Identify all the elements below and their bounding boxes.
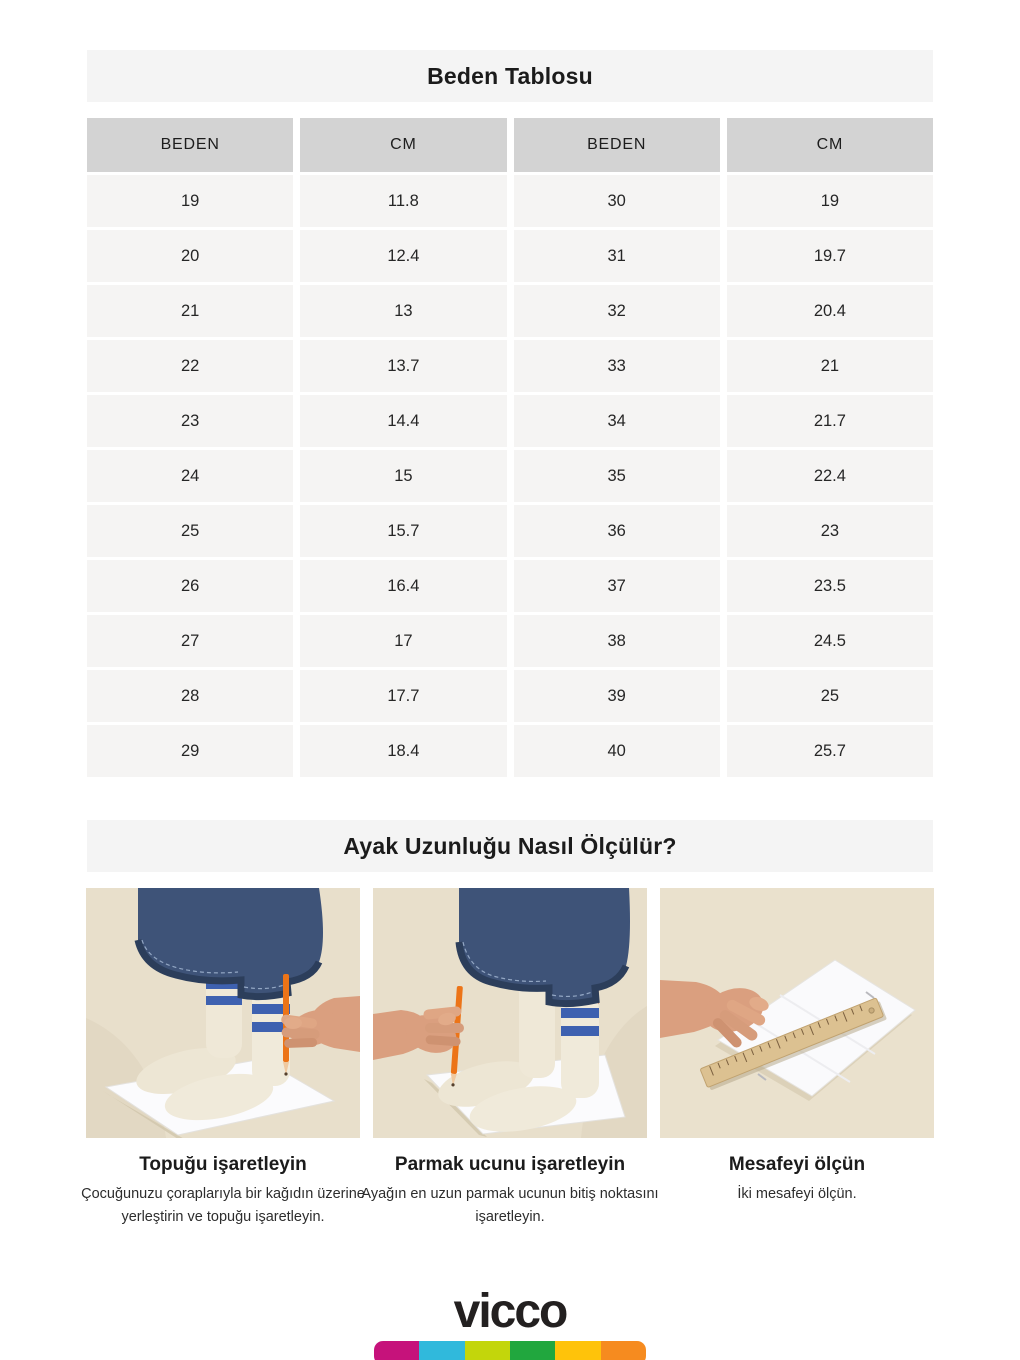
measure-distance-illustration [660, 888, 934, 1138]
size-table-cell: 38 [514, 615, 720, 667]
size-table-cell: 34 [514, 395, 720, 447]
size-table-cell: 30 [514, 175, 720, 227]
size-table-cell: 31 [514, 230, 720, 282]
size-table-cell: 13 [300, 285, 506, 337]
vicco-logo: vicco [453, 1285, 567, 1338]
size-table [87, 118, 933, 777]
size-table-cell: 27 [87, 615, 293, 667]
size-table-cell: 24.5 [727, 615, 933, 667]
size-table-cell: 32 [514, 285, 720, 337]
brand-color-bar [374, 1341, 646, 1360]
brand-color-segment [465, 1341, 510, 1360]
size-table-cell: 23 [727, 505, 933, 557]
size-table-cell: 26 [87, 560, 293, 612]
size-table-cell: 19.7 [727, 230, 933, 282]
size-table-header-cell: BEDEN [514, 118, 720, 172]
step-heading: Topuğu işaretleyin [139, 1154, 307, 1175]
howto-title-band [87, 820, 933, 872]
step-mark-heel [81, 888, 365, 1229]
step-mark-toe [361, 888, 659, 1229]
mark-heel-illustration [86, 888, 360, 1138]
size-table-cell: 29 [87, 725, 293, 777]
size-table-cell: 19 [727, 175, 933, 227]
size-table-cell: 21.7 [727, 395, 933, 447]
size-table-cell: 33 [514, 340, 720, 392]
measure-distance-photo [660, 888, 934, 1138]
brand-color-segment [374, 1341, 419, 1360]
brand-color-segment [555, 1341, 600, 1360]
size-table-cell: 39 [514, 670, 720, 722]
size-table-cell: 22 [87, 340, 293, 392]
size-table-cell: 17 [300, 615, 506, 667]
size-table-cell: 37 [514, 560, 720, 612]
size-table-cell: 11.8 [300, 175, 506, 227]
size-table-cell: 25 [87, 505, 293, 557]
step-heading: Parmak ucunu işaretleyin [394, 1154, 626, 1175]
size-table-cell: 20 [87, 230, 293, 282]
size-table-cell: 17.7 [300, 670, 506, 722]
size-table-cell: 22.4 [727, 450, 933, 502]
size-table-cell: 19 [87, 175, 293, 227]
size-table-cell: 15.7 [300, 505, 506, 557]
step-measure-distance [660, 888, 934, 1229]
brand-color-segment [601, 1341, 646, 1360]
size-table-cell: 25 [727, 670, 933, 722]
size-table-cell: 18.4 [300, 725, 506, 777]
size-table-header-cell: CM [727, 118, 933, 172]
size-table-cell: 23 [87, 395, 293, 447]
howto-title: Ayak Uzunluğu Nasıl Ölçülür? [343, 832, 677, 859]
size-table-cell: 25.7 [727, 725, 933, 777]
size-table-header-cell: BEDEN [87, 118, 293, 172]
size-table-cell: 35 [514, 450, 720, 502]
size-table-cell: 15 [300, 450, 506, 502]
size-table-title-band [87, 50, 933, 102]
size-table-title: Beden Tablosu [427, 62, 593, 89]
mark-toe-illustration [373, 888, 647, 1138]
size-table-cell: 28 [87, 670, 293, 722]
size-table-cell: 13.7 [300, 340, 506, 392]
step-description: İki mesafeyi ölçün. [737, 1186, 857, 1202]
size-table-cell: 21 [727, 340, 933, 392]
size-table-cell: 23.5 [727, 560, 933, 612]
brand-color-segment [419, 1341, 464, 1360]
step-description: Çocuğunuzu çoraplarıyla bir kağıdın üzerine yerleştirin ve topuğu işaretleyin. [81, 1186, 365, 1226]
size-table-header-cell: CM [300, 118, 506, 172]
size-table-cell: 36 [514, 505, 720, 557]
step-description: Ayağın en uzun parmak ucunun bitiş noktasını işaretleyin. [361, 1186, 659, 1226]
size-table-cell: 14.4 [300, 395, 506, 447]
size-table-cell: 20.4 [727, 285, 933, 337]
size-table-cell: 21 [87, 285, 293, 337]
size-table-cell: 12.4 [300, 230, 506, 282]
step-heading: Mesafeyi ölçün [728, 1154, 866, 1175]
mark-heel-photo [86, 888, 360, 1138]
mark-toe-photo [373, 888, 647, 1138]
size-table-cell: 16.4 [300, 560, 506, 612]
howto-steps [81, 888, 938, 1229]
size-table-cell: 40 [514, 725, 720, 777]
size-table-cell: 24 [87, 450, 293, 502]
brand-color-segment [510, 1341, 555, 1360]
